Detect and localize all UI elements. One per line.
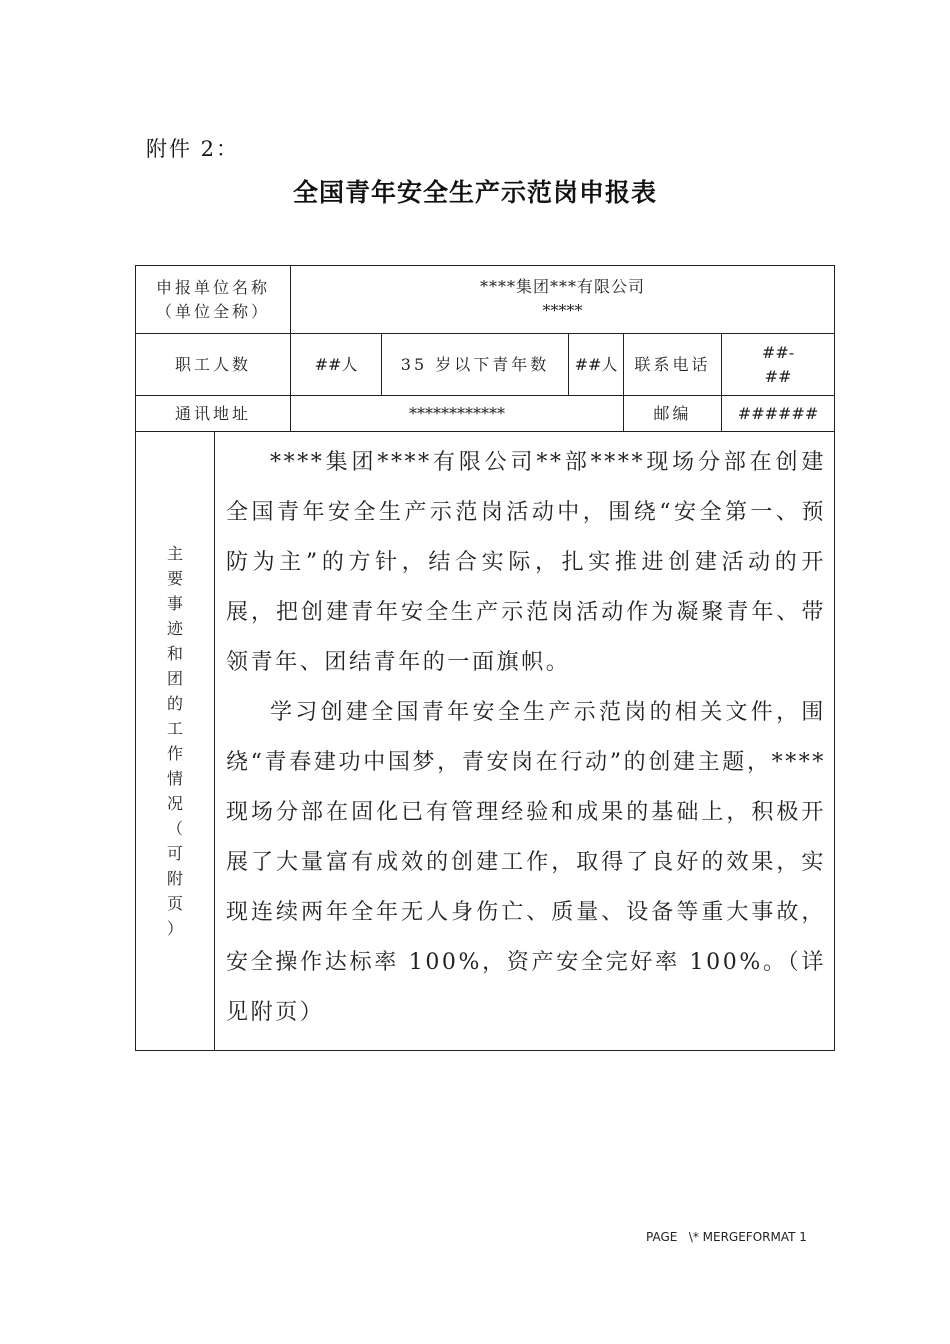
phone-value-line1: ##-: [761, 342, 795, 362]
postcode-value: ######: [722, 396, 835, 432]
unit-name-value-line1: ****集团***有限公司: [480, 277, 646, 296]
unit-name-label: [136, 266, 291, 334]
youth-count-value: ##人: [569, 334, 624, 396]
unit-name-label-line2: （单位全称）: [156, 301, 271, 321]
deeds-label-char: 工: [166, 719, 183, 738]
deeds-paragraph-1: ****集团****有限公司**部****现场分部在创建全国青年安全生产示范岗活动中，围绕“安全第一、预防为主”的方针，结合实际，扎实推进创建活动的开展，把创建青年安全生产示范岗活动作为凝聚青年、带领青年、团结青年的一面旗帜。: [226, 450, 827, 675]
staff-count-label: 职工人数: [136, 334, 291, 396]
deeds-label-char: 事: [166, 594, 183, 613]
deeds-paragraph-2: 学习创建全国青年安全生产示范岗的相关文件，围绕“青春建功中国梦，青安岗在行动”的创建主题，****现场分部在固化已有管理经验和成果的基础上，积极开展了大量富有成效的创建工作，取得了良好的效果，实现连续两年全年无人身伤亡、质量、设备等重大事故，安全操作达标率 100%，资产安全完好率 100%。（详见附页）: [226, 700, 827, 1025]
phone-value-line2: ##: [764, 366, 792, 386]
staff-row: [136, 334, 835, 396]
deeds-label-char: ）: [166, 919, 183, 938]
deeds-label-char: 可: [166, 844, 183, 863]
application-form-table: [135, 265, 835, 1051]
deeds-row: [136, 432, 835, 1051]
deeds-label-char: 和: [166, 644, 183, 663]
deeds-label-char: （: [166, 819, 183, 838]
deeds-label-char: 团: [166, 669, 183, 688]
attachment-label: 附件 2：: [146, 137, 240, 161]
unit-row: [136, 266, 835, 334]
deeds-label: [136, 432, 215, 1051]
phone-label: 联系电话: [624, 334, 722, 396]
deeds-content: [215, 432, 835, 1051]
deeds-label-char: 要: [166, 569, 183, 588]
deeds-label-char: 情: [166, 769, 183, 788]
postcode-label: 邮编: [624, 396, 722, 432]
youth-count-label: 35 岁以下青年数: [382, 334, 569, 396]
address-label: 通讯地址: [136, 396, 291, 432]
form-title: 全国青年安全生产示范岗申报表: [292, 178, 657, 207]
deeds-label-char: 的: [166, 694, 183, 713]
staff-count-value: ##人: [291, 334, 382, 396]
phone-value: [722, 334, 835, 396]
deeds-label-char: 主: [166, 544, 183, 563]
deeds-label-char: 附: [166, 869, 183, 888]
deeds-label-char: 作: [166, 744, 183, 763]
deeds-label-char: 迹: [166, 619, 183, 638]
deeds-label-char: 页: [166, 894, 183, 913]
page-number-field: PAGE \* MERGEFORMAT 1: [646, 1230, 807, 1244]
unit-name-value-line2: *****: [542, 301, 583, 320]
deeds-label-char: 况: [166, 794, 183, 813]
deeds-label-vertical: [165, 541, 185, 941]
address-row: [136, 396, 835, 432]
address-value: ************: [291, 396, 624, 432]
unit-name-label-line1: 申报单位名称: [156, 277, 271, 297]
unit-name-value: [291, 266, 835, 334]
